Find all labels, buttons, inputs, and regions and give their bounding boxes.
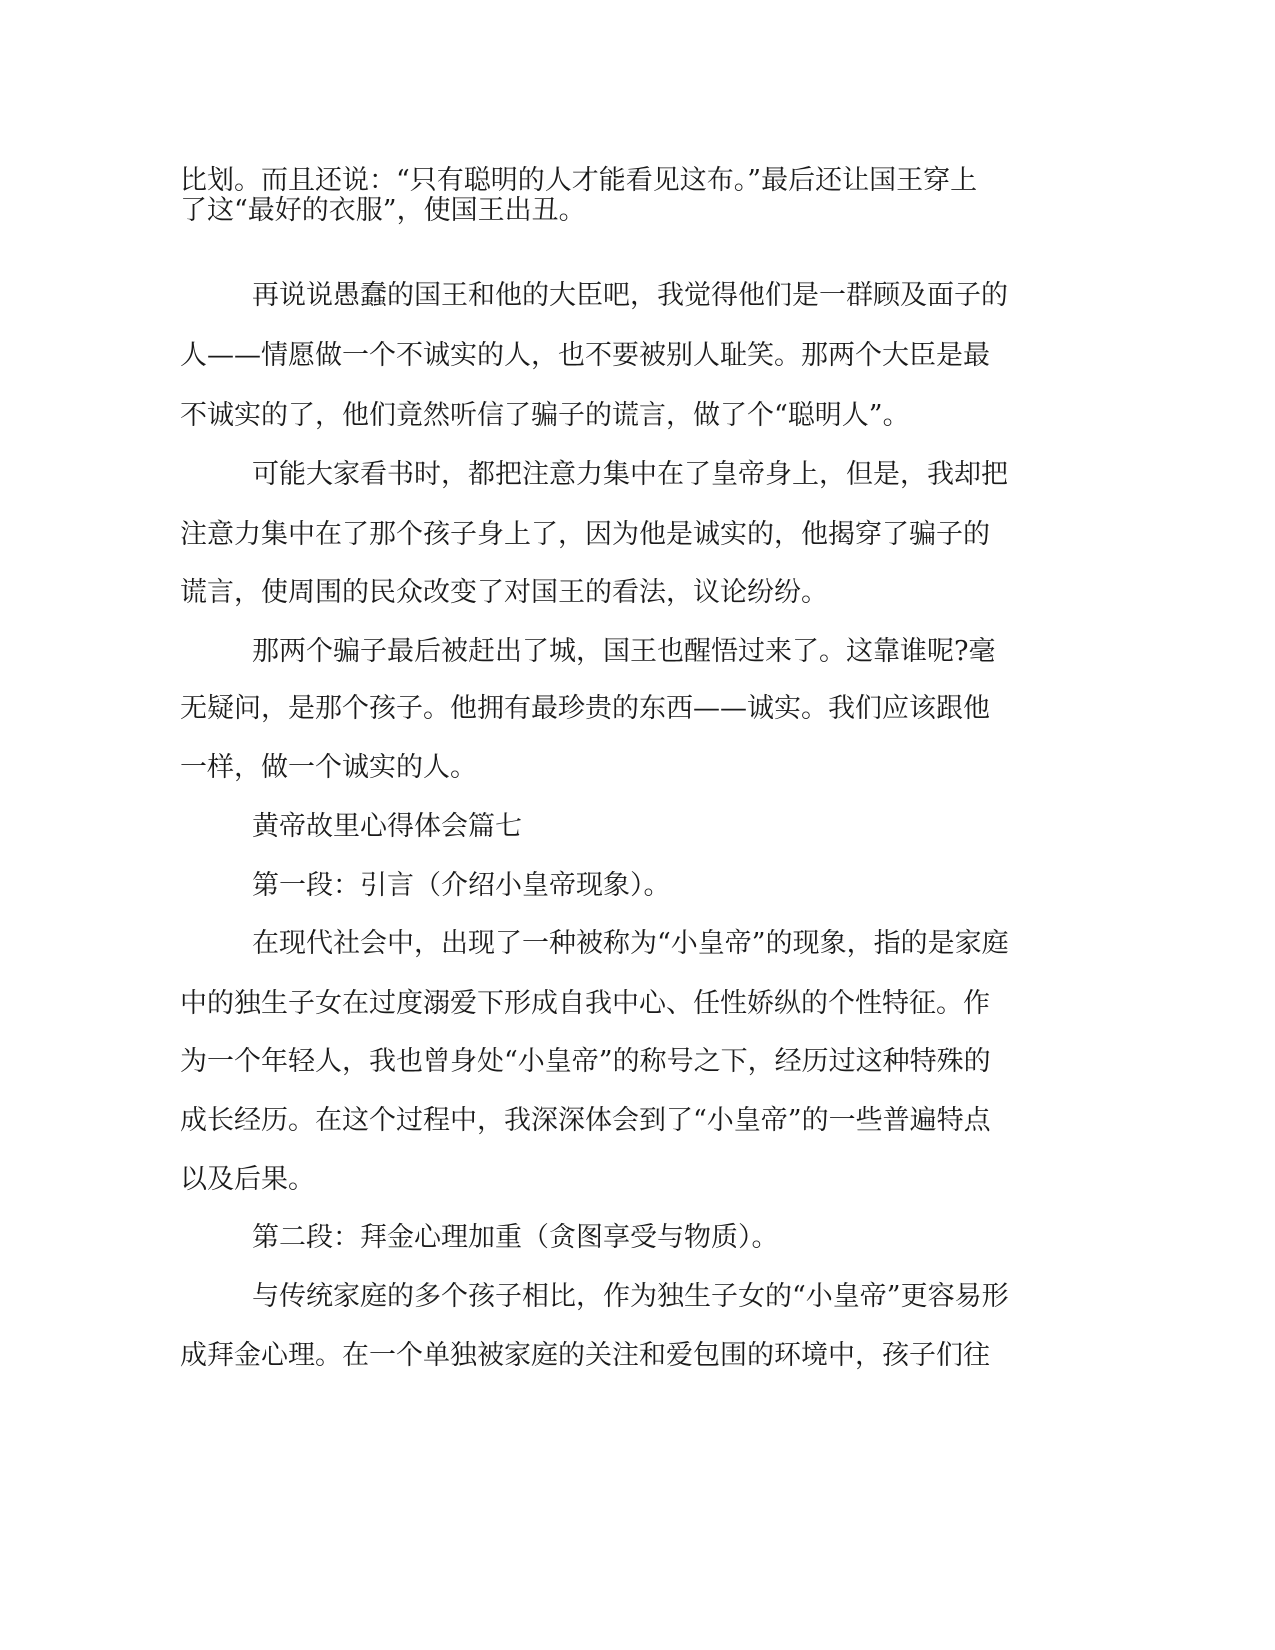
text-line: 谎言，使周围的民众改变了对国王的看法，议论纷纷。 xyxy=(180,577,828,608)
text-line: 中的独生子女在过度溺爱下形成自我中心、任性娇纵的个性特征。作 xyxy=(180,988,990,1019)
text-line: 成拜金心理。在一个单独被家庭的关注和爱包围的环境中，孩子们往 xyxy=(180,1340,990,1371)
text-line: 再说说愚蠢的国王和他的大臣吧，我觉得他们是一群顾及面子的 xyxy=(252,280,1008,311)
text-line: 第二段：拜金心理加重（贪图享受与物质）。 xyxy=(252,1222,779,1253)
text-line: 可能大家看书时，都把注意力集中在了皇帝身上，但是，我却把 xyxy=(252,459,1008,490)
text-line: 为一个年轻人，我也曾身处“小皇帝”的称号之下，经历过这种特殊的 xyxy=(180,1046,991,1077)
text-line: 比划。而且还说：“只有聪明的人才能看见这布。”最后还让国王穿上 xyxy=(180,165,978,196)
text-line: 不诚实的了，他们竟然听信了骗子的谎言，做了个“聪明人”。 xyxy=(180,400,910,431)
text-line: 成长经历。在这个过程中，我深深体会到了“小皇帝”的一些普遍特点 xyxy=(180,1105,991,1136)
text-line: 人——情愿做一个不诚实的人，也不要被别人耻笑。那两个大臣是最 xyxy=(180,340,990,371)
text-line: 了这“最好的衣服”，使国王出丑。 xyxy=(180,195,586,226)
text-line: 在现代社会中，出现了一种被称为“小皇帝”的现象，指的是家庭 xyxy=(252,928,1009,959)
section-heading: 黄帝故里心得体会篇七 xyxy=(252,811,522,842)
text-line: 注意力集中在了那个孩子身上了，因为他是诚实的，他揭穿了骗子的 xyxy=(180,519,990,550)
text-line: 以及后果。 xyxy=(180,1164,315,1195)
text-line: 第一段：引言（介绍小皇帝现象）。 xyxy=(252,870,671,901)
text-line: 一样，做一个诚实的人。 xyxy=(180,752,477,783)
text-line: 那两个骗子最后被赶出了城，国王也醒悟过来了。这靠谁呢?毫 xyxy=(252,636,996,667)
text-line: 与传统家庭的多个孩子相比，作为独生子女的“小皇帝”更容易形 xyxy=(252,1281,1009,1312)
text-line: 无疑问，是那个孩子。他拥有最珍贵的东西——诚实。我们应该跟他 xyxy=(180,693,990,724)
